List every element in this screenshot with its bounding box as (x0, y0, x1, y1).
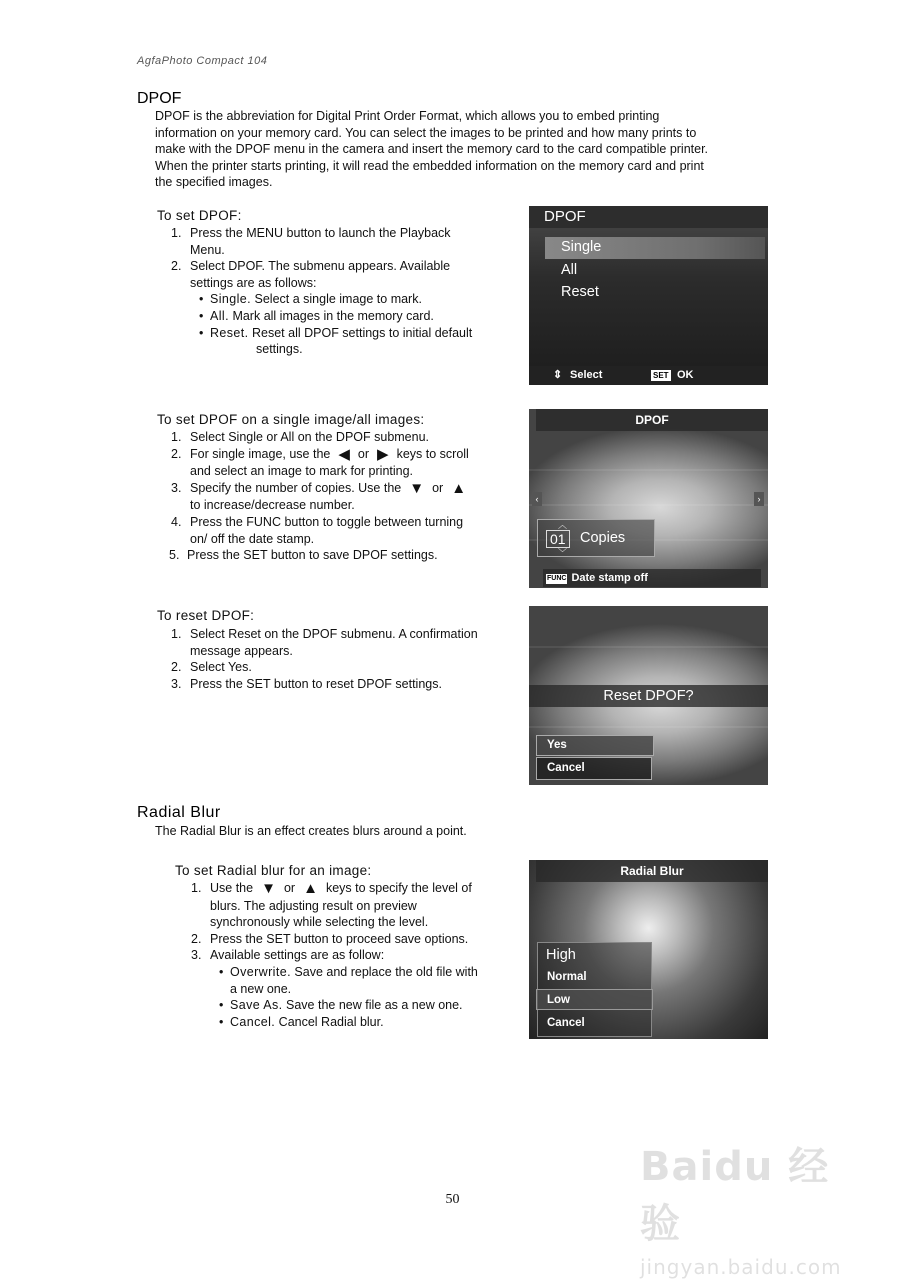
running-header: AgfaPhoto Compact 104 (137, 55, 268, 67)
step-cont: and select an image to mark for printing. (190, 464, 414, 479)
set-key-icon: SET (653, 371, 669, 380)
step-cont: message appears. (190, 643, 293, 658)
right-nav-icon[interactable]: › (754, 492, 764, 506)
step: 3. Available settings are as follow: (191, 948, 385, 963)
reset-dpof-screen (529, 606, 768, 785)
dpof-menu-screen (529, 206, 768, 385)
radial-blur-screen (529, 860, 768, 1039)
set-dpof-title: To set DPOF: (157, 208, 242, 223)
screen-footer (529, 366, 768, 385)
dpof-intro (155, 108, 775, 191)
intro-line: information on your memory card. You can select the images to be printed and how many prints to (155, 125, 697, 140)
copies-label: Copies (580, 530, 626, 546)
screen-title: DPOF (529, 206, 768, 228)
dpof-heading: DPOF (137, 90, 182, 107)
step: 1. Press the MENU button to launch the Playback (171, 226, 451, 240)
select-hint: Select (570, 369, 603, 381)
watermark-url: jingyan.baidu.com (640, 1255, 842, 1279)
menu-item-all[interactable]: All (561, 262, 578, 278)
ok-hint: OK (677, 369, 694, 381)
radial-heading: Radial Blur (137, 804, 221, 821)
up-arrow-icon: ▲ (451, 479, 467, 497)
single-steps (157, 429, 527, 564)
bullet: • Overwrite. Save and replace the old file with (219, 964, 478, 979)
step: 2. Select Yes. (171, 660, 252, 675)
level-menu (537, 942, 652, 1037)
step: 2. Select DPOF. The submenu appears. Available (171, 259, 451, 274)
step: 1. Select Single or All on the DPOF submenu. (171, 430, 430, 444)
single-title: To set DPOF on a single image/all images: (157, 412, 425, 427)
intro-line: When the printer starts printing, it will read the embedded information on the memory card and print (155, 158, 704, 173)
date-stamp-bar (543, 569, 761, 587)
reset-steps (157, 626, 527, 692)
reset-question: Reset DPOF? (529, 685, 768, 707)
step: 1. Select Reset on the DPOF submenu. A confirmation (171, 627, 478, 641)
down-arrow-icon: ▼ (261, 880, 276, 897)
reset-title: To reset DPOF: (157, 608, 255, 623)
copies-box (537, 519, 655, 557)
cancel-option[interactable]: Cancel (536, 757, 652, 780)
level-cancel[interactable]: Cancel (547, 1017, 585, 1029)
radial-set-title: To set Radial blur for an image: (175, 863, 372, 878)
menu-item-single[interactable]: Single (561, 239, 602, 255)
bullet-cont: settings. (256, 342, 303, 357)
set-dpof-steps (157, 225, 517, 358)
radial-steps (177, 880, 527, 1030)
menu-item-reset[interactable]: Reset (561, 284, 599, 300)
screen-title: DPOF (536, 409, 768, 431)
step: 2. Press the SET button to proceed save options. (191, 931, 469, 946)
level-low[interactable]: Low (536, 989, 653, 1010)
page-number: 50 (445, 1192, 460, 1207)
bullet: • Reset. Reset all DPOF settings to initial default (199, 325, 473, 340)
step: 5. Press the SET button to save DPOF settings. (169, 548, 438, 563)
bullet: • All. Mark all images in the memory card. (199, 308, 434, 323)
step-cont: synchronously while selecting the level. (210, 915, 429, 930)
screen-title: Radial Blur (536, 860, 768, 882)
bullet: • Cancel. Cancel Radial blur. (219, 1014, 384, 1029)
baidu-watermark (640, 1135, 860, 1279)
down-caret-icon[interactable]: ﹀ (558, 548, 568, 558)
step: 2. For single image, use the ◀ or ▶ keys to scroll (171, 445, 469, 463)
dpof-copies-screen (529, 409, 768, 588)
left-arrow-icon: ◀ (338, 445, 350, 463)
radial-intro: The Radial Blur is an effect creates blurs around a point. (155, 824, 467, 838)
step-cont: on/ off the date stamp. (190, 531, 315, 546)
up-caret-icon[interactable]: ︿ (558, 520, 568, 530)
func-key-icon: FUNC (547, 575, 567, 582)
copies-value[interactable]: 01 (546, 530, 570, 548)
step: 1. Use the ▼ or ▲ keys to specify the level of (191, 880, 472, 897)
level-normal[interactable]: Normal (547, 971, 587, 983)
updown-icon: ⇕ (553, 369, 563, 381)
watermark-logo: Baidu 经验 (640, 1144, 830, 1247)
intro-line: the specified images. (155, 175, 273, 190)
bullet: • Save As. Save the new file as a new one. (219, 998, 463, 1013)
step-cont: settings are as follows: (190, 275, 317, 290)
bullet: • Single. Select a single image to mark. (199, 292, 422, 307)
yes-option[interactable]: Yes (536, 735, 654, 756)
step: 3. Specify the number of copies. Use the ▼ or ▲ (171, 479, 467, 497)
down-arrow-icon: ▼ (409, 479, 425, 497)
step: 3. Press the SET button to reset DPOF settings. (171, 676, 442, 691)
step-cont: Menu. (190, 242, 225, 257)
intro-line: DPOF is the abbreviation for Digital Print Order Format, which allows you to embed printing (155, 109, 660, 123)
intro-line: make with the DPOF menu in the camera and insert the memory card to the card compatible printer. (155, 142, 709, 157)
bullet-cont: a new one. (230, 981, 292, 996)
step-cont: blurs. The adjusting result on preview (210, 898, 417, 913)
up-arrow-icon: ▲ (303, 880, 318, 897)
right-arrow-icon: ▶ (377, 445, 389, 463)
level-high[interactable]: High (546, 947, 576, 963)
left-nav-icon[interactable]: ‹ (532, 492, 542, 506)
step-cont: to increase/decrease number. (190, 498, 355, 513)
step: 4. Press the FUNC button to toggle between turning (171, 514, 464, 529)
date-stamp-label: Date stamp off (571, 572, 648, 584)
